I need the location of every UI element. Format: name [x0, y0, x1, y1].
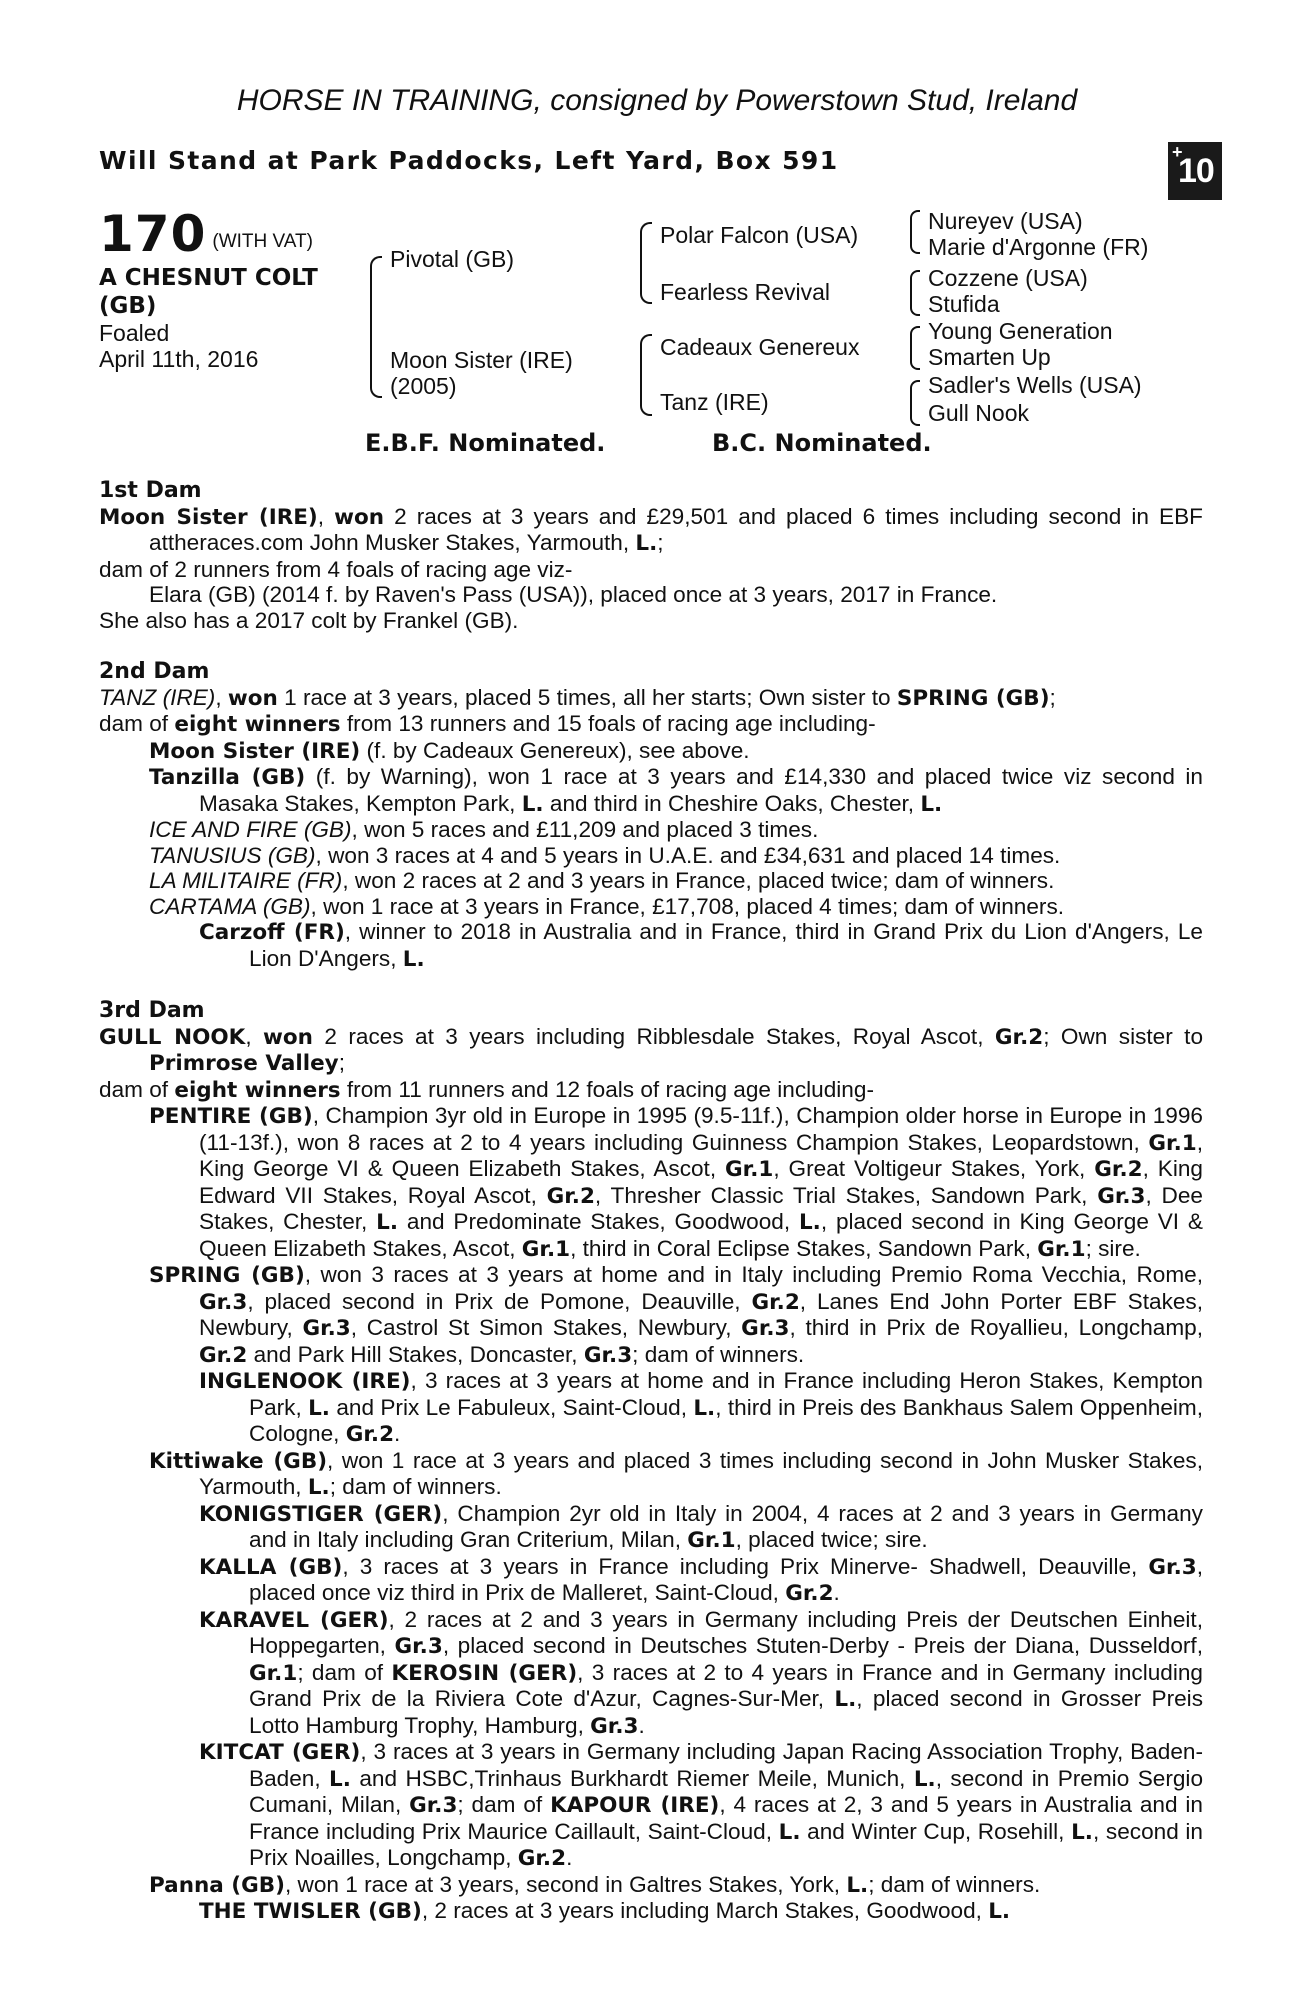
pedigree-ssd: Marie d'Argonne (FR) [928, 234, 1149, 260]
second-dam-record: TANZ (IRE), won 1 race at 3 years, placed 5 times, all her starts; Own sister to SPRING (GB); [99, 684, 1056, 711]
pedigree-brace-4 [910, 210, 920, 254]
stand-location: Will Stand at Park Paddocks, Left Yard, Box 591 [99, 146, 839, 175]
produce-cartama: CARTAMA (GB), won 1 race at 3 years in France, £17,708, placed 4 times; dam of winners. [149, 893, 1065, 919]
third-dam-produce-summary: dam of eight winners from 11 runners and 12 foals of racing age including- [99, 1076, 874, 1103]
first-dam-heading: 1st Dam [99, 478, 202, 503]
pedigree-ddd: Gull Nook [928, 400, 1029, 426]
first-dam-produce-elara: Elara (GB) (2014 f. by Raven's Pass (USA)), placed once at 3 years, 2017 in France. [149, 582, 998, 607]
page-badge [1168, 142, 1222, 200]
first-dam-produce-summary: dam of 2 runners from 4 foals of racing age viz- [99, 556, 573, 582]
lot-description-line-2: (GB) [99, 293, 157, 319]
produce-moon-sister: Moon Sister (IRE) (f. by Cadeaux Genereux), see above. [149, 737, 750, 764]
produce-kalla: KALLA (GB), 3 races at 3 years in France including Prix Minerve- Shadwell, Deauville, Gr.3, placed once viz third in Prix de Malleret, Saint-Cloud, Gr.2. [199, 1553, 1203, 1606]
produce-la-militaire: LA MILITAIRE (FR), won 2 races at 2 and 3 years in France, placed twice; dam of winners. [149, 868, 1055, 893]
pedigree-dam-sire: Cadeaux Genereux [660, 334, 860, 360]
produce-the-twisler: THE TWISLER (GB), 2 races at 3 years including March Stakes, Goodwood, L. [199, 1898, 1011, 1924]
produce-spring: SPRING (GB), won 3 races at 3 years at home and in Italy including Premio Roma Vecchia, Rome, Gr.3, placed second in Prix de Pomone, Deauville, Gr.2, Lanes End John Porter EBF Stakes, Newbury, Gr.3, Castrol St Simon Stakes, Newbury, Gr.3, third in Prix de Royallieu, Longchamp, Gr.2 and Park Hill Stakes, Doncaster, Gr.3; dam of winners. [149, 1262, 1204, 1368]
badge-number: 10 [1178, 152, 1214, 190]
pedigree-dam-dam: Tanz (IRE) [660, 389, 769, 415]
third-dam-record: GULL NOOK, won 2 races at 3 years including Ribblesdale Stakes, Royal Ascot, Gr.2; Own sister to Primrose Valley; [99, 1023, 1204, 1076]
ebf-nominated: E.B.F. Nominated. [365, 429, 606, 457]
pedigree-dds: Sadler's Wells (USA) [928, 372, 1142, 398]
pedigree-sdd: Stufida [928, 291, 1000, 317]
produce-konigstiger: KONIGSTIGER (GER), Champion 2yr old in Italy in 2004, 4 races at 2 and 3 years in Germany and in Italy including Gran Criterium, Milan, Gr.1, placed twice; sire. [199, 1500, 1203, 1553]
pedigree-brace-2 [640, 222, 652, 304]
page-title: HORSE IN TRAINING, consigned by Powerstown Stud, Ireland [236, 84, 1078, 117]
produce-inglenook: INGLENOOK (IRE), 3 races at 3 years at home and in France including Heron Stakes, Kempton Park, L. and Prix Le Fabuleux, Saint-Cloud, L., third in Preis des Bankhaus Salem Oppenheim, Cologne, Gr.2. [199, 1368, 1204, 1447]
produce-tanzilla: Tanzilla (GB) (f. by Warning), won 1 race at 3 years and £14,330 and placed twice viz second in Masaka Stakes, Kempton Park, L. and third in Cheshire Oaks, Chester, L. [149, 764, 1203, 817]
produce-kittiwake: Kittiwake (GB), won 1 race at 3 years and placed 3 times including second in John Musker Stakes, Yarmouth, L.; dam of winners. [149, 1447, 1203, 1500]
produce-pentire: PENTIRE (GB), Champion 3yr old in Europe in 1995 (9.5-11f.), Champion older horse in Europe in 1996 (11-13f.), won 8 races at 2 to 4 years including Guinness Champion Stakes, Leopardstown, Gr.1, King George VI & Queen Elizabeth Stakes, Ascot, Gr.1, Great Voltigeur Stakes, York, Gr.2, King Edward VII Stakes, Royal Ascot, Gr.2, Thresher Classic Trial Stakes, Sandown Park, Gr.3, Dee Stakes, Chester, L. and Predominate Stakes, Goodwood, L., placed second in King George VI & Queen Elizabeth Stakes, Ascot, Gr.1, third in Coral Eclipse Stakes, Sandown Park, Gr.1; sire. [149, 1103, 1203, 1262]
pedigree-brace-7 [910, 380, 920, 426]
lot-number-line [99, 205, 313, 263]
third-dam-heading: 3rd Dam [99, 998, 205, 1023]
pedigree-dsd: Smarten Up [928, 344, 1051, 370]
badge-plus: + [1172, 142, 1183, 162]
second-dam-heading: 2nd Dam [99, 659, 210, 684]
pedigree-brace-1 [370, 256, 382, 398]
lot-description [99, 264, 369, 320]
second-dam-produce-summary: dam of eight winners from 13 runners and 15 foals of racing age including- [99, 711, 876, 737]
pedigree-sire: Pivotal (GB) [390, 246, 514, 272]
first-dam-note: She also has a 2017 colt by Frankel (GB). [99, 607, 519, 633]
produce-ice-and-fire: ICE AND FIRE (GB), won 5 races and £11,209 and placed 3 times. [149, 817, 819, 842]
lot-description-line-1: A CHESNUT COLT [99, 265, 318, 291]
produce-panna: Panna (GB), won 1 race at 3 years, second in Galtres Stakes, York, L.; dam of winners. [149, 1871, 1041, 1898]
foaled-info [99, 320, 258, 372]
produce-karavel: KARAVEL (GER), 2 races at 2 and 3 years in Germany including Preis der Deutschen Einheit, Hoppegarten, Gr.3, placed second in Deutsches Stuten-Derby - Preis der Diana, Dusseldorf, Gr.1; dam of KEROSIN (GER), 3 races at 2 to 4 years in France and in Germany including Grand Prix de la Riviera Cote d'Azur, Cagnes-Sur-Mer, L., placed second in Grosser Preis Lotto Hamburg Trophy, Hamburg, Gr.3. [199, 1606, 1204, 1739]
pedigree-brace-3 [640, 334, 652, 416]
produce-kitcat: KITCAT (GER), 3 races at 3 years in Germany including Japan Racing Association Trophy, Baden-Baden, L. and HSBC,Trinhaus Burkhardt Riemer Meile, Munich, L., second in Premio Sergio Cumani, Milan, Gr.3; dam of KAPOUR (IRE), 4 races at 2, 3 and 5 years in Australia and in France including Prix Maurice Caillault, Saint-Cloud, L. and Winter Cup, Rosehill, L., second in Prix Noailles, Longchamp, Gr.2. [199, 1739, 1204, 1871]
first-dam-record: Moon Sister (IRE), won 2 races at 3 years and £29,501 and placed 6 times including second in EBF attheraces.com John Musker Stakes, Yarmouth, L.; [99, 503, 1203, 556]
pedigree-sss: Nureyev (USA) [928, 208, 1083, 234]
pedigree-sire-dam: Fearless Revival [660, 279, 830, 305]
foaled-date: April 11th, 2016 [99, 346, 259, 372]
foaled-label: Foaled [99, 320, 170, 346]
bc-nominated: B.C. Nominated. [712, 429, 932, 457]
pedigree-dss: Young Generation [928, 318, 1113, 344]
pedigree-brace-5 [910, 270, 920, 316]
pedigree-sire-sire: Polar Falcon (USA) [660, 222, 859, 248]
pedigree-brace-6 [910, 326, 920, 370]
lot-number: 170 [99, 205, 207, 263]
pedigree-sds: Cozzene (USA) [928, 265, 1088, 291]
pedigree-dam-name: Moon Sister (IRE) [390, 347, 573, 373]
produce-carzoff: Carzoff (FR), winner to 2018 in Australia and in France, third in Grand Prix du Lion d'Angers, Le Lion D'Angers, L. [199, 919, 1203, 972]
pedigree-dam-year: (2005) [390, 373, 457, 399]
produce-tanusius: TANUSIUS (GB), won 3 races at 4 and 5 years in U.A.E. and £34,631 and placed 14 times. [149, 842, 1061, 868]
vat-label: (WITH VAT) [212, 231, 313, 252]
produce-record [99, 478, 1203, 1925]
